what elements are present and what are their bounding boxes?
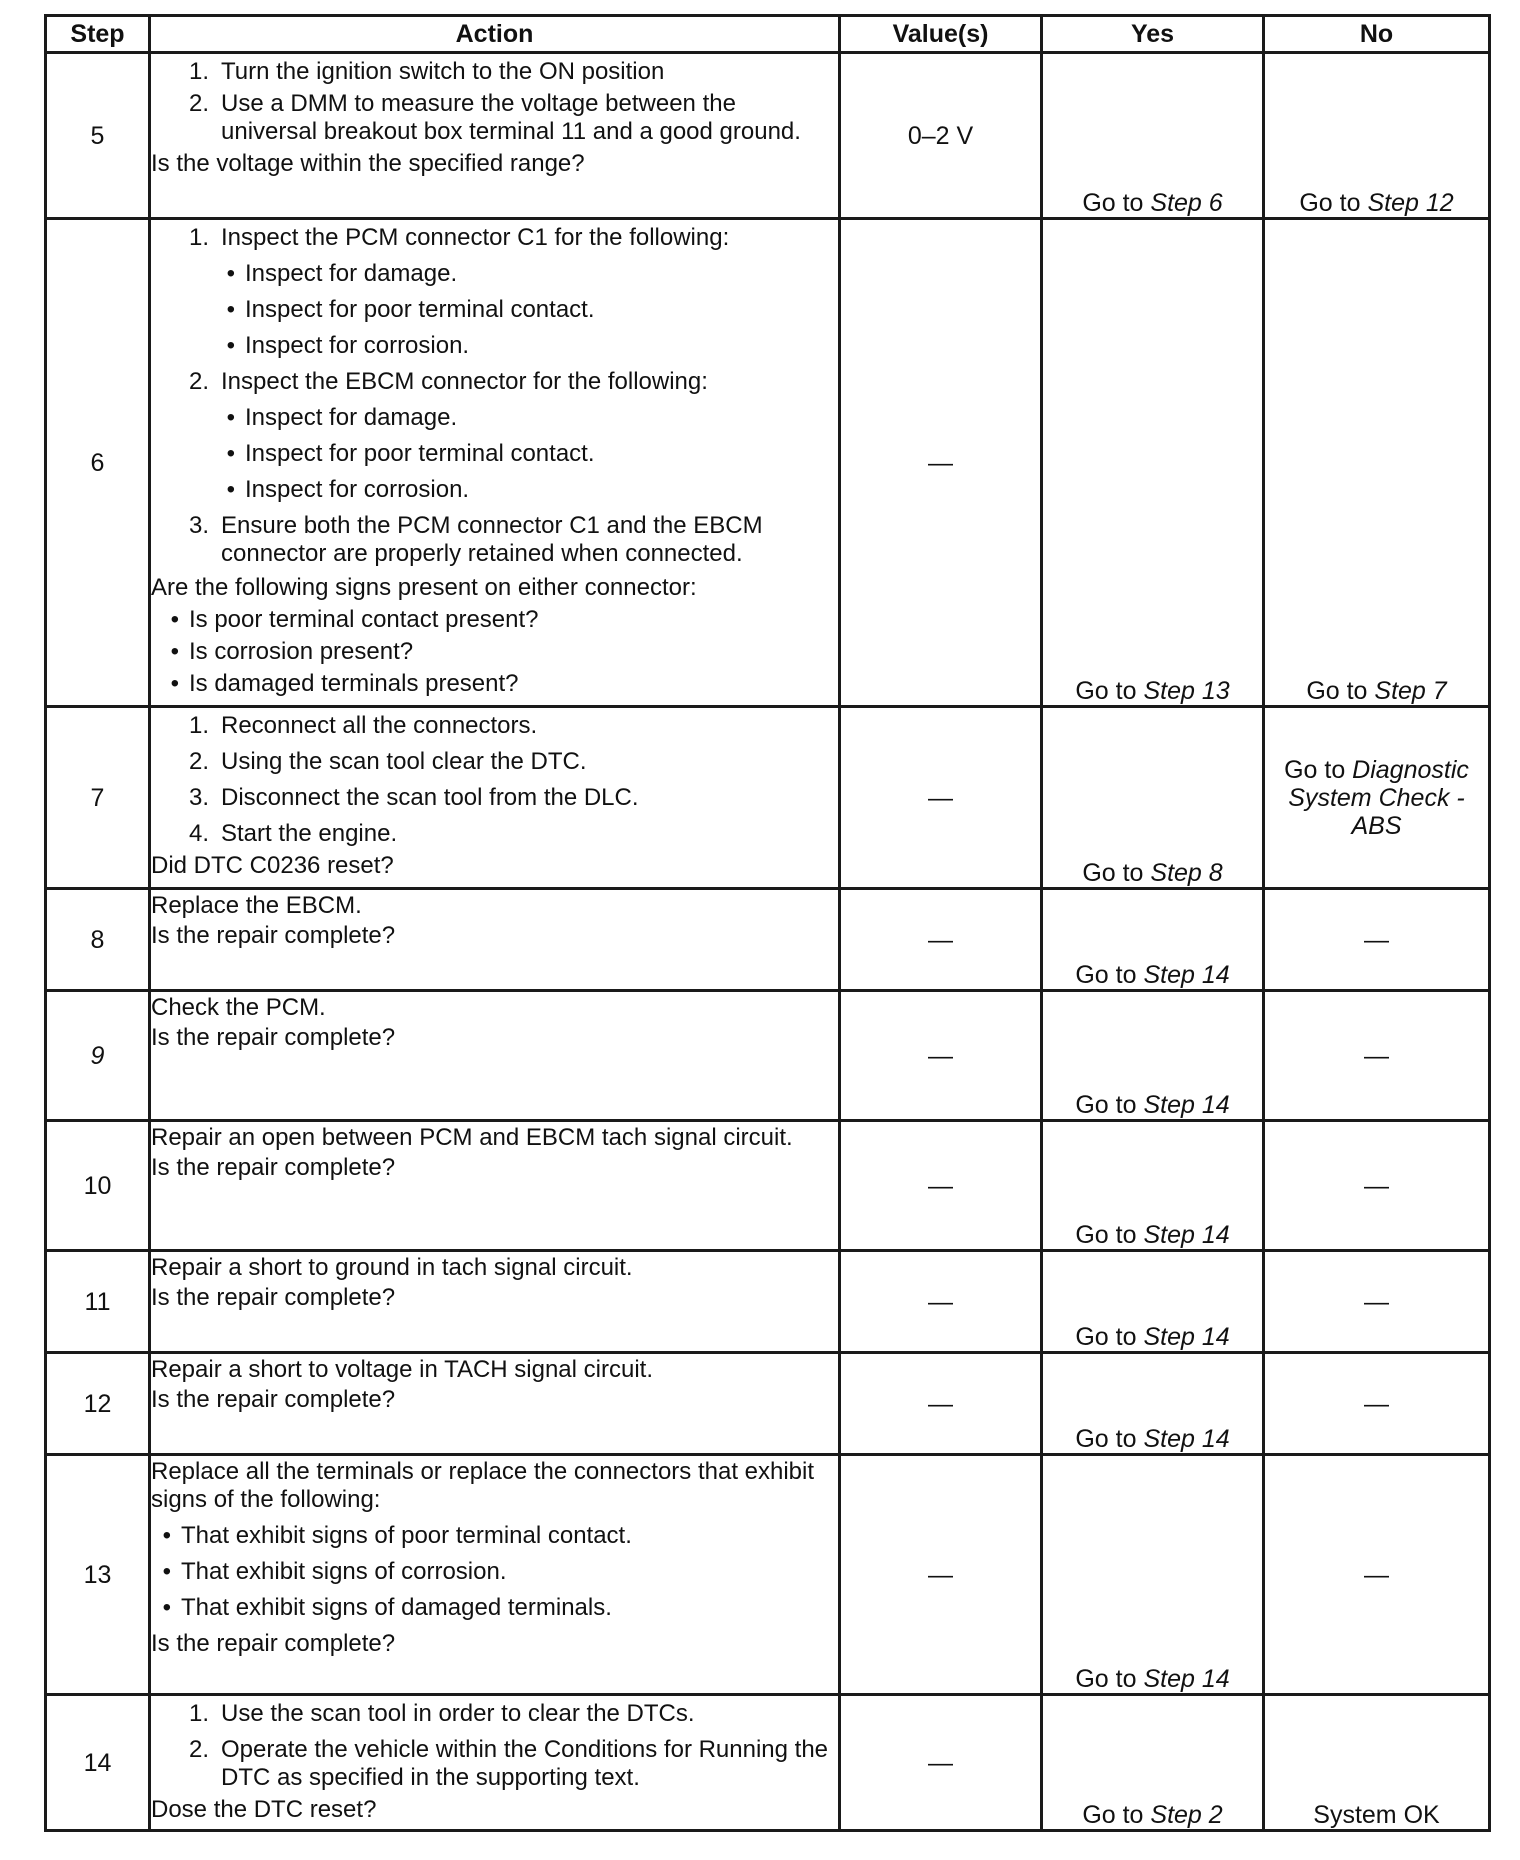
bullet-item: • Inspect for poor terminal contact. bbox=[226, 296, 595, 323]
table-row-step-6 bbox=[46, 219, 1490, 707]
value-cell: — bbox=[840, 707, 1042, 889]
question-text: Is the repair complete? bbox=[151, 1154, 396, 1181]
no-cell: — bbox=[1264, 1121, 1490, 1251]
step-link[interactable]: Step 12 bbox=[1367, 189, 1454, 217]
table-row-step-13 bbox=[46, 1455, 1490, 1695]
header-values: Value(s) bbox=[840, 16, 1042, 53]
yes-cell: Go to Step 8 bbox=[1042, 707, 1264, 889]
header-no: No bbox=[1264, 16, 1490, 53]
action-cell bbox=[150, 219, 840, 707]
question-text: Dose the DTC reset? bbox=[151, 1796, 377, 1823]
value-cell: — bbox=[840, 1695, 1042, 1831]
value-cell: — bbox=[840, 889, 1042, 991]
step-number: 14 bbox=[46, 1695, 150, 1831]
step-link[interactable]: Step 14 bbox=[1143, 1221, 1230, 1249]
yes-cell: Go to Step 14 bbox=[1042, 1121, 1264, 1251]
step-number: 8 bbox=[46, 889, 150, 991]
step-number: 5 bbox=[46, 53, 150, 219]
action-cell bbox=[150, 1455, 840, 1695]
step-link[interactable]: Step 14 bbox=[1143, 1665, 1230, 1693]
value-cell: — bbox=[840, 1251, 1042, 1353]
no-cell: — bbox=[1264, 991, 1490, 1121]
bullet-item: • Inspect for poor terminal contact. bbox=[226, 440, 595, 467]
step-link[interactable]: Step 7 bbox=[1374, 677, 1447, 705]
no-cell: System OK bbox=[1264, 1695, 1490, 1831]
header-step: Step bbox=[46, 16, 150, 53]
prompt-text: Are the following signs present on either connector: bbox=[151, 574, 697, 601]
header-yes: Yes bbox=[1042, 16, 1264, 53]
action-cell bbox=[150, 707, 840, 889]
bullet-item: • Inspect for damage. bbox=[226, 404, 458, 431]
numbered-item: 3. Ensure both the PCM connector C1 and the EBCM connector are properly retained when connected. bbox=[188, 512, 763, 567]
table-row-step-14 bbox=[46, 1695, 1490, 1831]
bullet-item: • Is poor terminal contact present? bbox=[170, 606, 539, 633]
diagnostic-table bbox=[44, 14, 1491, 1832]
question-text: Is the repair complete? bbox=[151, 1386, 396, 1413]
step-link[interactable]: Diagnostic System Check - ABS bbox=[1288, 755, 1469, 840]
step-link[interactable]: Step 13 bbox=[1143, 677, 1230, 705]
bullet-item: • That exhibit signs of poor terminal contact. bbox=[162, 1522, 632, 1549]
numbered-item: 1. Reconnect all the connectors. bbox=[188, 712, 538, 739]
table-row-step-7 bbox=[46, 707, 1490, 889]
value-cell: — bbox=[840, 991, 1042, 1121]
yes-cell: Go to Step 14 bbox=[1042, 991, 1264, 1121]
step-number: 12 bbox=[46, 1353, 150, 1455]
yes-cell: Go to Step 13 bbox=[1042, 219, 1264, 707]
no-cell: — bbox=[1264, 1251, 1490, 1353]
numbered-item: 2. Inspect the EBCM connector for the following: bbox=[188, 368, 708, 395]
step-link[interactable]: Step 14 bbox=[1143, 1323, 1230, 1351]
step-number: 6 bbox=[46, 219, 150, 707]
table-row-step-5 bbox=[46, 53, 1490, 219]
step-link[interactable]: Step 2 bbox=[1150, 1801, 1223, 1829]
step-link[interactable]: Step 6 bbox=[1150, 189, 1223, 217]
question-text: Is the repair complete? bbox=[151, 1630, 396, 1657]
no-cell: — bbox=[1264, 1455, 1490, 1695]
action-text: Replace all the terminals or replace the connectors that exhibit signs of the following: bbox=[151, 1458, 815, 1513]
step-number: 7 bbox=[46, 707, 150, 889]
action-cell bbox=[150, 53, 840, 219]
bullet-item: • That exhibit signs of corrosion. bbox=[162, 1558, 507, 1585]
no-cell: Go to Step 7 bbox=[1264, 219, 1490, 707]
bullet-item: • Is damaged terminals present? bbox=[170, 670, 519, 697]
action-cell bbox=[150, 1695, 840, 1831]
numbered-item: 4. Start the engine. bbox=[188, 820, 398, 847]
question-text: Is the voltage within the specified range? bbox=[151, 150, 585, 177]
no-cell: Go to Step 12 bbox=[1264, 53, 1490, 219]
bullet-item: • Inspect for damage. bbox=[226, 260, 458, 287]
table-row-step-12 bbox=[46, 1353, 1490, 1455]
value-cell: — bbox=[840, 219, 1042, 707]
bullet-item: • Inspect for corrosion. bbox=[226, 476, 470, 503]
step-link[interactable]: Step 14 bbox=[1143, 1425, 1230, 1453]
yes-cell: Go to Step 14 bbox=[1042, 1251, 1264, 1353]
value-cell: — bbox=[840, 1121, 1042, 1251]
step-number: 10 bbox=[46, 1121, 150, 1251]
yes-cell: Go to Step 2 bbox=[1042, 1695, 1264, 1831]
question-text: Is the repair complete? bbox=[151, 1024, 396, 1051]
action-cell bbox=[150, 1121, 840, 1251]
table-row-step-8 bbox=[46, 889, 1490, 991]
question-text: Did DTC C0236 reset? bbox=[151, 852, 394, 879]
table-row-step-11 bbox=[46, 1251, 1490, 1353]
action-text: Repair an open between PCM and EBCM tach signal circuit. bbox=[151, 1124, 793, 1151]
yes-cell: Go to Step 14 bbox=[1042, 889, 1264, 991]
value-cell: — bbox=[840, 1455, 1042, 1695]
no-cell: Go to Diagnostic System Check - ABS bbox=[1264, 707, 1490, 889]
step-link[interactable]: Step 14 bbox=[1143, 961, 1230, 989]
table-row-step-9 bbox=[46, 991, 1490, 1121]
step-link[interactable]: Step 14 bbox=[1143, 1091, 1230, 1119]
question-text: Is the repair complete? bbox=[151, 922, 396, 949]
step-link[interactable]: Step 8 bbox=[1150, 859, 1223, 887]
value-cell: — bbox=[840, 1353, 1042, 1455]
value-cell: 0–2 V bbox=[840, 53, 1042, 219]
header-action: Action bbox=[150, 16, 840, 53]
action-text: Repair a short to voltage in TACH signal circuit. bbox=[151, 1356, 653, 1383]
question-text: Is the repair complete? bbox=[151, 1284, 396, 1311]
numbered-item: 1. Use the scan tool in order to clear the DTCs. bbox=[188, 1700, 695, 1727]
yes-cell: Go to Step 14 bbox=[1042, 1455, 1264, 1695]
no-cell: — bbox=[1264, 889, 1490, 991]
action-cell bbox=[150, 1353, 840, 1455]
action-text: Check the PCM. bbox=[151, 994, 326, 1021]
yes-cell: Go to Step 6 bbox=[1042, 53, 1264, 219]
bullet-item: • Inspect for corrosion. bbox=[226, 332, 470, 359]
step-number: 9 bbox=[46, 991, 150, 1121]
no-cell: — bbox=[1264, 1353, 1490, 1455]
numbered-item: 2. Using the scan tool clear the DTC. bbox=[188, 748, 587, 775]
action-text: Repair a short to ground in tach signal circuit. bbox=[151, 1254, 633, 1281]
action-text: Replace the EBCM. bbox=[151, 892, 362, 919]
header-row bbox=[46, 16, 1490, 53]
numbered-item: 2. Use a DMM to measure the voltage between the universal breakout box terminal 11 and a good ground. bbox=[188, 90, 801, 145]
numbered-item: 1. Inspect the PCM connector C1 for the following: bbox=[188, 224, 730, 251]
numbered-item: 2. Operate the vehicle within the Conditions for Running the DTC as specified in the supporting text. bbox=[188, 1736, 829, 1791]
yes-cell: Go to Step 14 bbox=[1042, 1353, 1264, 1455]
bullet-item: • Is corrosion present? bbox=[170, 638, 414, 665]
numbered-item: 3. Disconnect the scan tool from the DLC. bbox=[188, 784, 639, 811]
step-number: 13 bbox=[46, 1455, 150, 1695]
step-number: 11 bbox=[46, 1251, 150, 1353]
table-row-step-10 bbox=[46, 1121, 1490, 1251]
bullet-item: • That exhibit signs of damaged terminals. bbox=[162, 1594, 612, 1621]
numbered-item: 1. Turn the ignition switch to the ON position bbox=[188, 58, 665, 85]
action-cell bbox=[150, 991, 840, 1121]
action-cell bbox=[150, 1251, 840, 1353]
action-cell bbox=[150, 889, 840, 991]
